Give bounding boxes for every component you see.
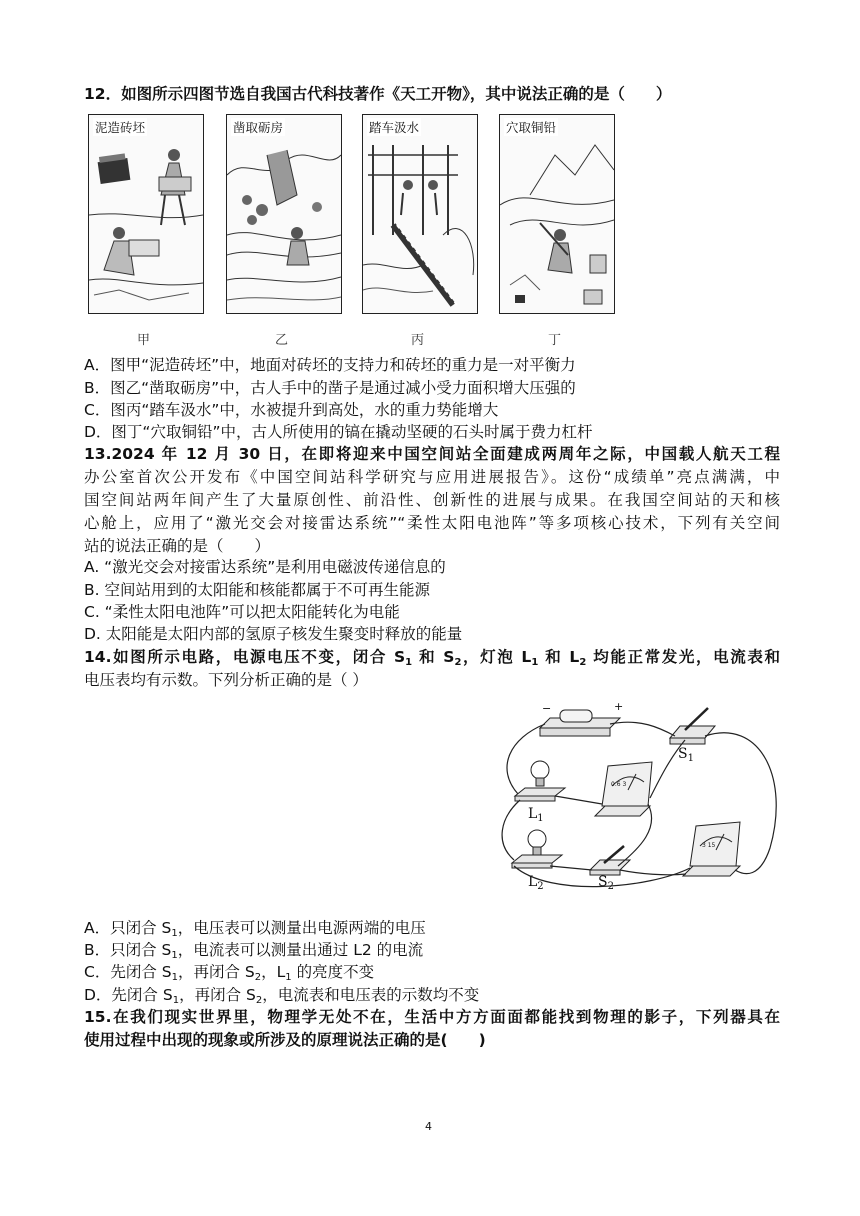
q14-stem-line2: 电压表均有示数。下列分析正确的是（ ） [84, 671, 368, 689]
q12-label-jia: 甲 [137, 333, 151, 348]
oyster-chiseling-illustration [227, 115, 341, 313]
ammeter-ticks: 0.6 3 [611, 781, 627, 788]
q12-label-ding: 丁 [548, 333, 562, 348]
q12-panel-title: 泥造砖坯 [95, 120, 146, 135]
copper-mining-illustration [500, 115, 614, 313]
q14-option-d: D．先闭合 $S_1$，再闭合 $S_2$，电流表和电压表的示数均不变 [84, 986, 480, 1006]
q15-stem-line1: 15.在我们现实世界里，物理学无处不在，生活中方方面面都能找到物理的影子，下列器具在 [84, 1008, 780, 1026]
brick-making-illustration [89, 115, 203, 313]
q13-option-a: A. “激光交会对接雷达系统”是利用电磁波传递信息的 [84, 558, 446, 576]
q13-option-b: B. 空间站用到的太阳能和核能都属于不可再生能源 [84, 581, 430, 599]
q14-circuit-diagram [490, 698, 780, 903]
q13-stem-line: 13.2024 年 12 月 30 日，在即将迎来中国空间站全面建成两周年之际，中国载人航天工程 [84, 445, 780, 463]
q12-panel-title: 踏车汲水 [369, 120, 420, 135]
q15-stem-line2: 使用过程中出现的现象或所涉及的原理说法正确的是( ) [84, 1031, 486, 1049]
water-wheel-illustration [363, 115, 477, 313]
label-l2: $L_2$ [528, 874, 544, 892]
q12-panel-yi [226, 114, 342, 314]
q13-stem-line: 心舱上，应用了“激光交会对接雷达系统”“柔性太阳电池阵”等多项核心技术，下列有关空间 [84, 514, 780, 532]
q12-option-a: A．图甲“泥造砖坯”中，地面对砖坯的支持力和砖坯的重力是一对平衡力 [84, 356, 576, 374]
q12-stem: 12．如图所示四图节选自我国古代科技著作《天工开物》，其中说法正确的是（ ） [84, 85, 672, 103]
q14-option-b: B．只闭合 $S_1$，电流表可以测量出通过 L2 的电流 [84, 941, 424, 961]
q14-option-a: A．只闭合 $S_1$，电压表可以测量出电源两端的电压 [84, 919, 426, 939]
q13-option-d: D. 太阳能是太阳内部的氢原子核发生聚变时释放的能量 [84, 625, 463, 643]
q12-label-yi: 乙 [275, 333, 289, 348]
q13-stem-line: 国空间站两年间产生了大量原创性、前沿性、创新性的进展与成果。在我国空间站的天和核 [84, 491, 780, 509]
circuit-wires [490, 698, 780, 903]
label-s1: $S_1$ [678, 746, 694, 764]
battery-minus: − [542, 702, 552, 715]
battery-plus: + [614, 700, 624, 713]
q14-stem-line1: 14.如图所示电路，电源电压不变，闭合 $S_1$ 和 $S_2$，灯泡 $L_1$ 和 $L_2$ 均能正常发光，电流表和 [84, 648, 780, 668]
q12-panel-jia [88, 114, 204, 314]
q12-panel-title: 凿取砺房 [233, 120, 284, 135]
q12-option-d: D．图丁“穴取铜铅”中，古人所使用的镐在撬动坚硬的石头时属于费力杠杆 [84, 423, 593, 441]
q13-stem-line: 办公室首次公开发布《中国空间站科学研究与应用进展报告》。这份“成绩单”亮点满满，中 [84, 468, 780, 486]
page-number: 4 [425, 1120, 432, 1133]
label-s2: $S_2$ [598, 874, 614, 892]
q13-option-c: C. “柔性太阳电池阵”可以把太阳能转化为电能 [84, 603, 400, 621]
q12-panel-ding [499, 114, 615, 314]
label-l1: $L_1$ [528, 806, 544, 824]
q13-stem-line: 站的说法正确的是（ ） [84, 537, 271, 555]
q14-option-c: C．先闭合 $S_1$，再闭合 $S_2$，$L_1$ 的亮度不变 [84, 963, 375, 983]
q12-option-c: C．图丙“踏车汲水”中，水被提升到高处，水的重力势能增大 [84, 401, 499, 419]
q12-option-b: B．图乙“凿取砺房”中，古人手中的凿子是通过减小受力面积增大压强的 [84, 379, 576, 397]
q12-panel-title: 穴取铜铅 [506, 120, 557, 135]
voltmeter-ticks: 3 15 [702, 842, 716, 849]
q12-panel-bing [362, 114, 478, 314]
q12-label-bing: 丙 [411, 333, 425, 348]
